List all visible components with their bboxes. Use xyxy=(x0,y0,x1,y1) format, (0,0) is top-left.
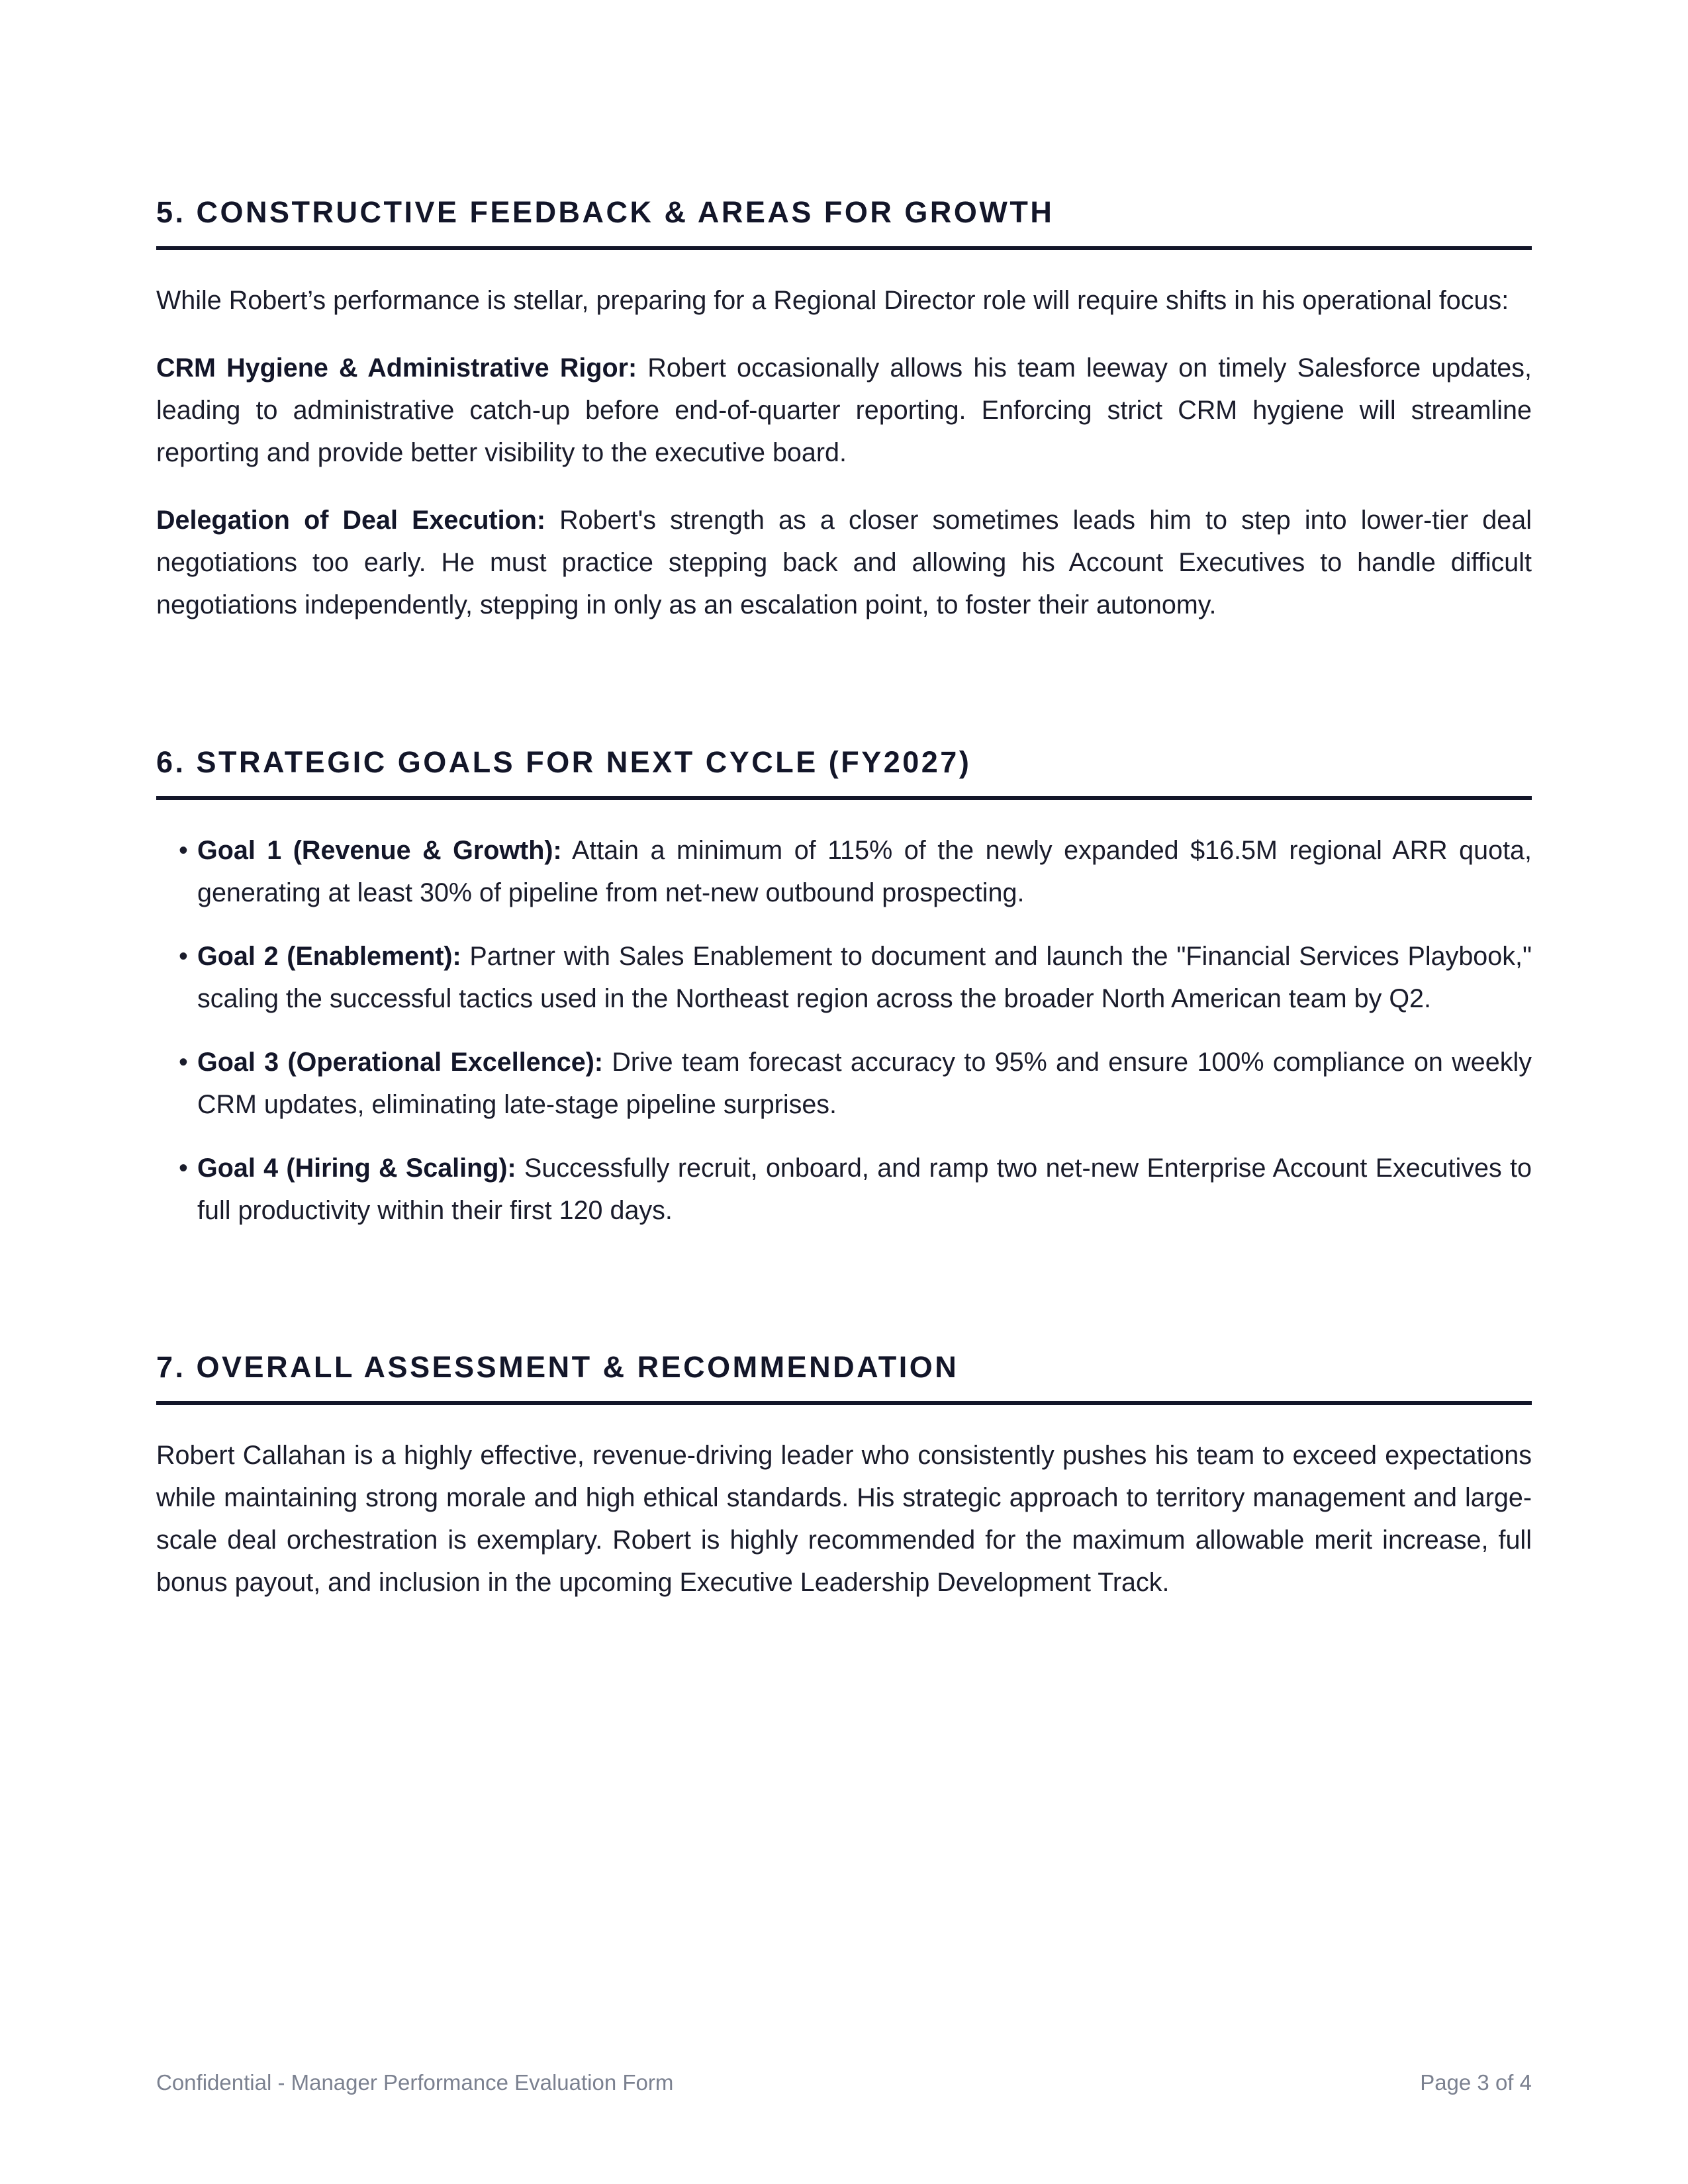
feedback-item-delegation xyxy=(156,499,1532,626)
goal-label: Goal 2 (Enablement): xyxy=(197,941,461,971)
feedback-item-crm-hygiene xyxy=(156,347,1532,474)
section-strategic-goals xyxy=(156,746,1532,1253)
footer-confidential-label: Confidential - Manager Performance Evaluation Form xyxy=(156,2070,674,2095)
goal-label: Goal 3 (Operational Excellence): xyxy=(197,1047,604,1077)
goal-item-4 xyxy=(156,1147,1532,1232)
section-title: 6. STRATEGIC GOALS FOR NEXT CYCLE (FY2027) xyxy=(156,746,1532,800)
goal-item-2 xyxy=(156,935,1532,1020)
feedback-item-label: CRM Hygiene & Administrative Rigor: xyxy=(156,353,637,383)
feedback-item-label: Delegation of Deal Execution: xyxy=(156,505,545,535)
section-constructive-feedback xyxy=(156,196,1532,626)
section-title: 7. OVERALL ASSESSMENT & RECOMMENDATION xyxy=(156,1351,1532,1405)
goal-text: Drive team forecast accuracy to 95% and ensure 100% compliance on weekly CRM updates, eliminating late-stage pipeline surprises. xyxy=(197,1047,1532,1119)
page-number: Page 3 of 4 xyxy=(1420,2070,1532,2095)
feedback-item-text: Robert occasionally allows his team leeway on timely Salesforce updates, leading to administrative catch-up before end-of-quarter reporting. Enforcing strict CRM hygiene will streamline reporting and provide better visibility to the executive board. xyxy=(156,353,1532,467)
goal-label: Goal 1 (Revenue & Growth): xyxy=(197,835,562,865)
goal-item-3 xyxy=(156,1041,1532,1126)
goal-text: Partner with Sales Enablement to document and launch the "Financial Services Playbook," scaling the successful tactics used in the Northeast region across the broader North American team by Q2. xyxy=(197,941,1532,1013)
assessment-paragraph: Robert Callahan is a highly effective, revenue-driving leader who consistently pushes his team to exceed expectations while maintaining strong morale and high ethical standards. His strategic approach to territory management and large-scale deal orchestration is exemplary. Robert is highly recommended for the maximum allowable merit increase, full bonus payout, and inclusion in the upcoming Executive Leadership Development Track. xyxy=(156,1440,1532,1597)
bullet-icon: • xyxy=(179,941,188,971)
section-overall-assessment xyxy=(156,1351,1532,1604)
bullet-icon: • xyxy=(179,1153,188,1183)
goal-text: Successfully recruit, onboard, and ramp two net-new Enterprise Account Executives to full productivity within their first 120 days. xyxy=(197,1153,1532,1225)
bullet-icon: • xyxy=(179,835,188,865)
section-title: 5. CONSTRUCTIVE FEEDBACK & AREAS FOR GROWTH xyxy=(156,196,1532,250)
bullet-icon: • xyxy=(179,1047,188,1077)
goal-label: Goal 4 (Hiring & Scaling): xyxy=(197,1153,516,1183)
goal-item-1 xyxy=(156,829,1532,914)
goal-text: Attain a minimum of 115% of the newly expanded $16.5M regional ARR quota, generating at least 30% of pipeline from net-new outbound prospecting. xyxy=(197,835,1532,907)
goals-list xyxy=(156,829,1532,1232)
section-intro-paragraph: While Robert’s performance is stellar, preparing for a Regional Director role will require shifts in his operational focus: xyxy=(156,285,1509,315)
feedback-item-text: Robert's strength as a closer sometimes leads him to step into lower-tier deal negotiations too early. He must practice stepping back and allowing his Account Executives to handle difficult negotiations independently, stepping in only as an escalation point, to foster their autonomy. xyxy=(156,505,1532,619)
